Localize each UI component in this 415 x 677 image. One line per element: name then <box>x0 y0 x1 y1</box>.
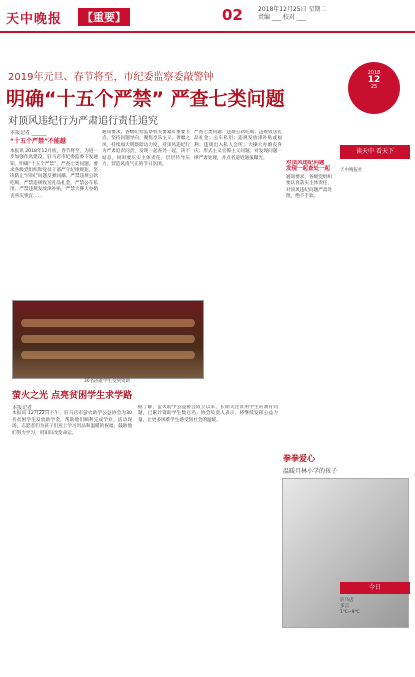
page-number: 02 <box>222 6 243 24</box>
lead-col-1: 本报记者 ______ “十五个严禁”不能越 本报讯 2018年12月底，春节将至，为进一步加强作风建设，驻马店市纪委监委下发通知，明确“十五个严禁”，严查七类问题。要求各级党组织和党员干部严守纪律规矩，坚决防止“四风”问题反弹回潮。严禁违规公款吃喝，严禁违规收送礼品礼金，严禁公车私用，严禁违规发放津补贴，严禁大操大办婚丧喜庆事宜…… <box>10 130 98 199</box>
date-info <box>258 6 326 22</box>
lead-headline: 明确“十五个严禁” 严查七类问题 <box>6 88 285 110</box>
students-photo <box>12 300 204 379</box>
newspaper-logo: 天中晚报 <box>6 12 63 27</box>
top-rule <box>0 31 415 33</box>
feature2-col-1: 本报记者 ______ 本报讯 12月22日下午，驻马店市萤火助学公益协会为30名贫困学生发放助学金，帮助他们顺利完成学业。活动现场，志愿者们为孩子们送上学习用品和温暖的祝福，鼓励他们努力学习，用知识改变命运。 <box>12 405 132 436</box>
lead-kicker: 2019年元旦、春节将至，市纪委监察委敲警钟 <box>8 72 214 83</box>
lead-col-4: 对顶风违纪问题 发现一起查处一起 通知要求，各级党组织要认真落实主体责任，对顶风违纪问题严肃处理，绝不手软。 <box>286 160 332 200</box>
masthead <box>0 0 415 32</box>
calendar-text: 2018 12 25 <box>367 70 381 90</box>
editor-line: 责编 ___ 校对 ___ <box>258 14 306 21</box>
feature3-subheading: 温暖月林小学的孩子 <box>283 468 338 475</box>
date-line: 2018年12月25日 星期二 <box>258 6 327 13</box>
lead-col-2: 通知要求，各级纪检监察机关要紧盯重要节点，坚持问题导向，聚焦享乐主义、奢靡之风，持续加大明察暗访力度，对顶风违纪行为严肃追责问责，发现一起查处一起，决不姑息。同时要压实主体责任，层层传导压力，营造风清气正的节日氛围。 <box>102 130 190 168</box>
feature3-heading: 拳拳爱心 <box>283 454 315 463</box>
lead-col-3: 严查七类问题：违规公款吃喝；违规收送礼品礼金；公车私用；违规发放津补贴或福利；违规出入私人会所；大操大办婚丧喜庆；形式主义官僚主义问题。对发现问题一律严肃处理，并点名道姓通报曝光。 <box>194 130 282 161</box>
photo-caption: 30名困难学生受到资助 <box>83 379 131 384</box>
news-label: 天中晚报社 <box>340 168 363 173</box>
feature2-heading: 萤火之光 点亮贫困学生求学路 <box>12 391 133 401</box>
weather-title: 今日 <box>340 582 410 594</box>
feature2-col-2: 据了解，萤火助学公益协会成立以来，长期关注贫困学生的教育问题，已累计资助学生数百名。协会负责人表示，将继续发挥公益力量，让更多困难学生感受到社会的温暖。 <box>138 405 278 423</box>
weather-box: 驻马店 多云 1℃~9℃ <box>340 598 360 615</box>
section-label: 【重要】 <box>78 8 130 26</box>
read-slogan: 读天中 看天下 <box>340 145 410 159</box>
lead-subhead: 对顶风违纪行为严肃追行责任追究 <box>8 116 158 127</box>
